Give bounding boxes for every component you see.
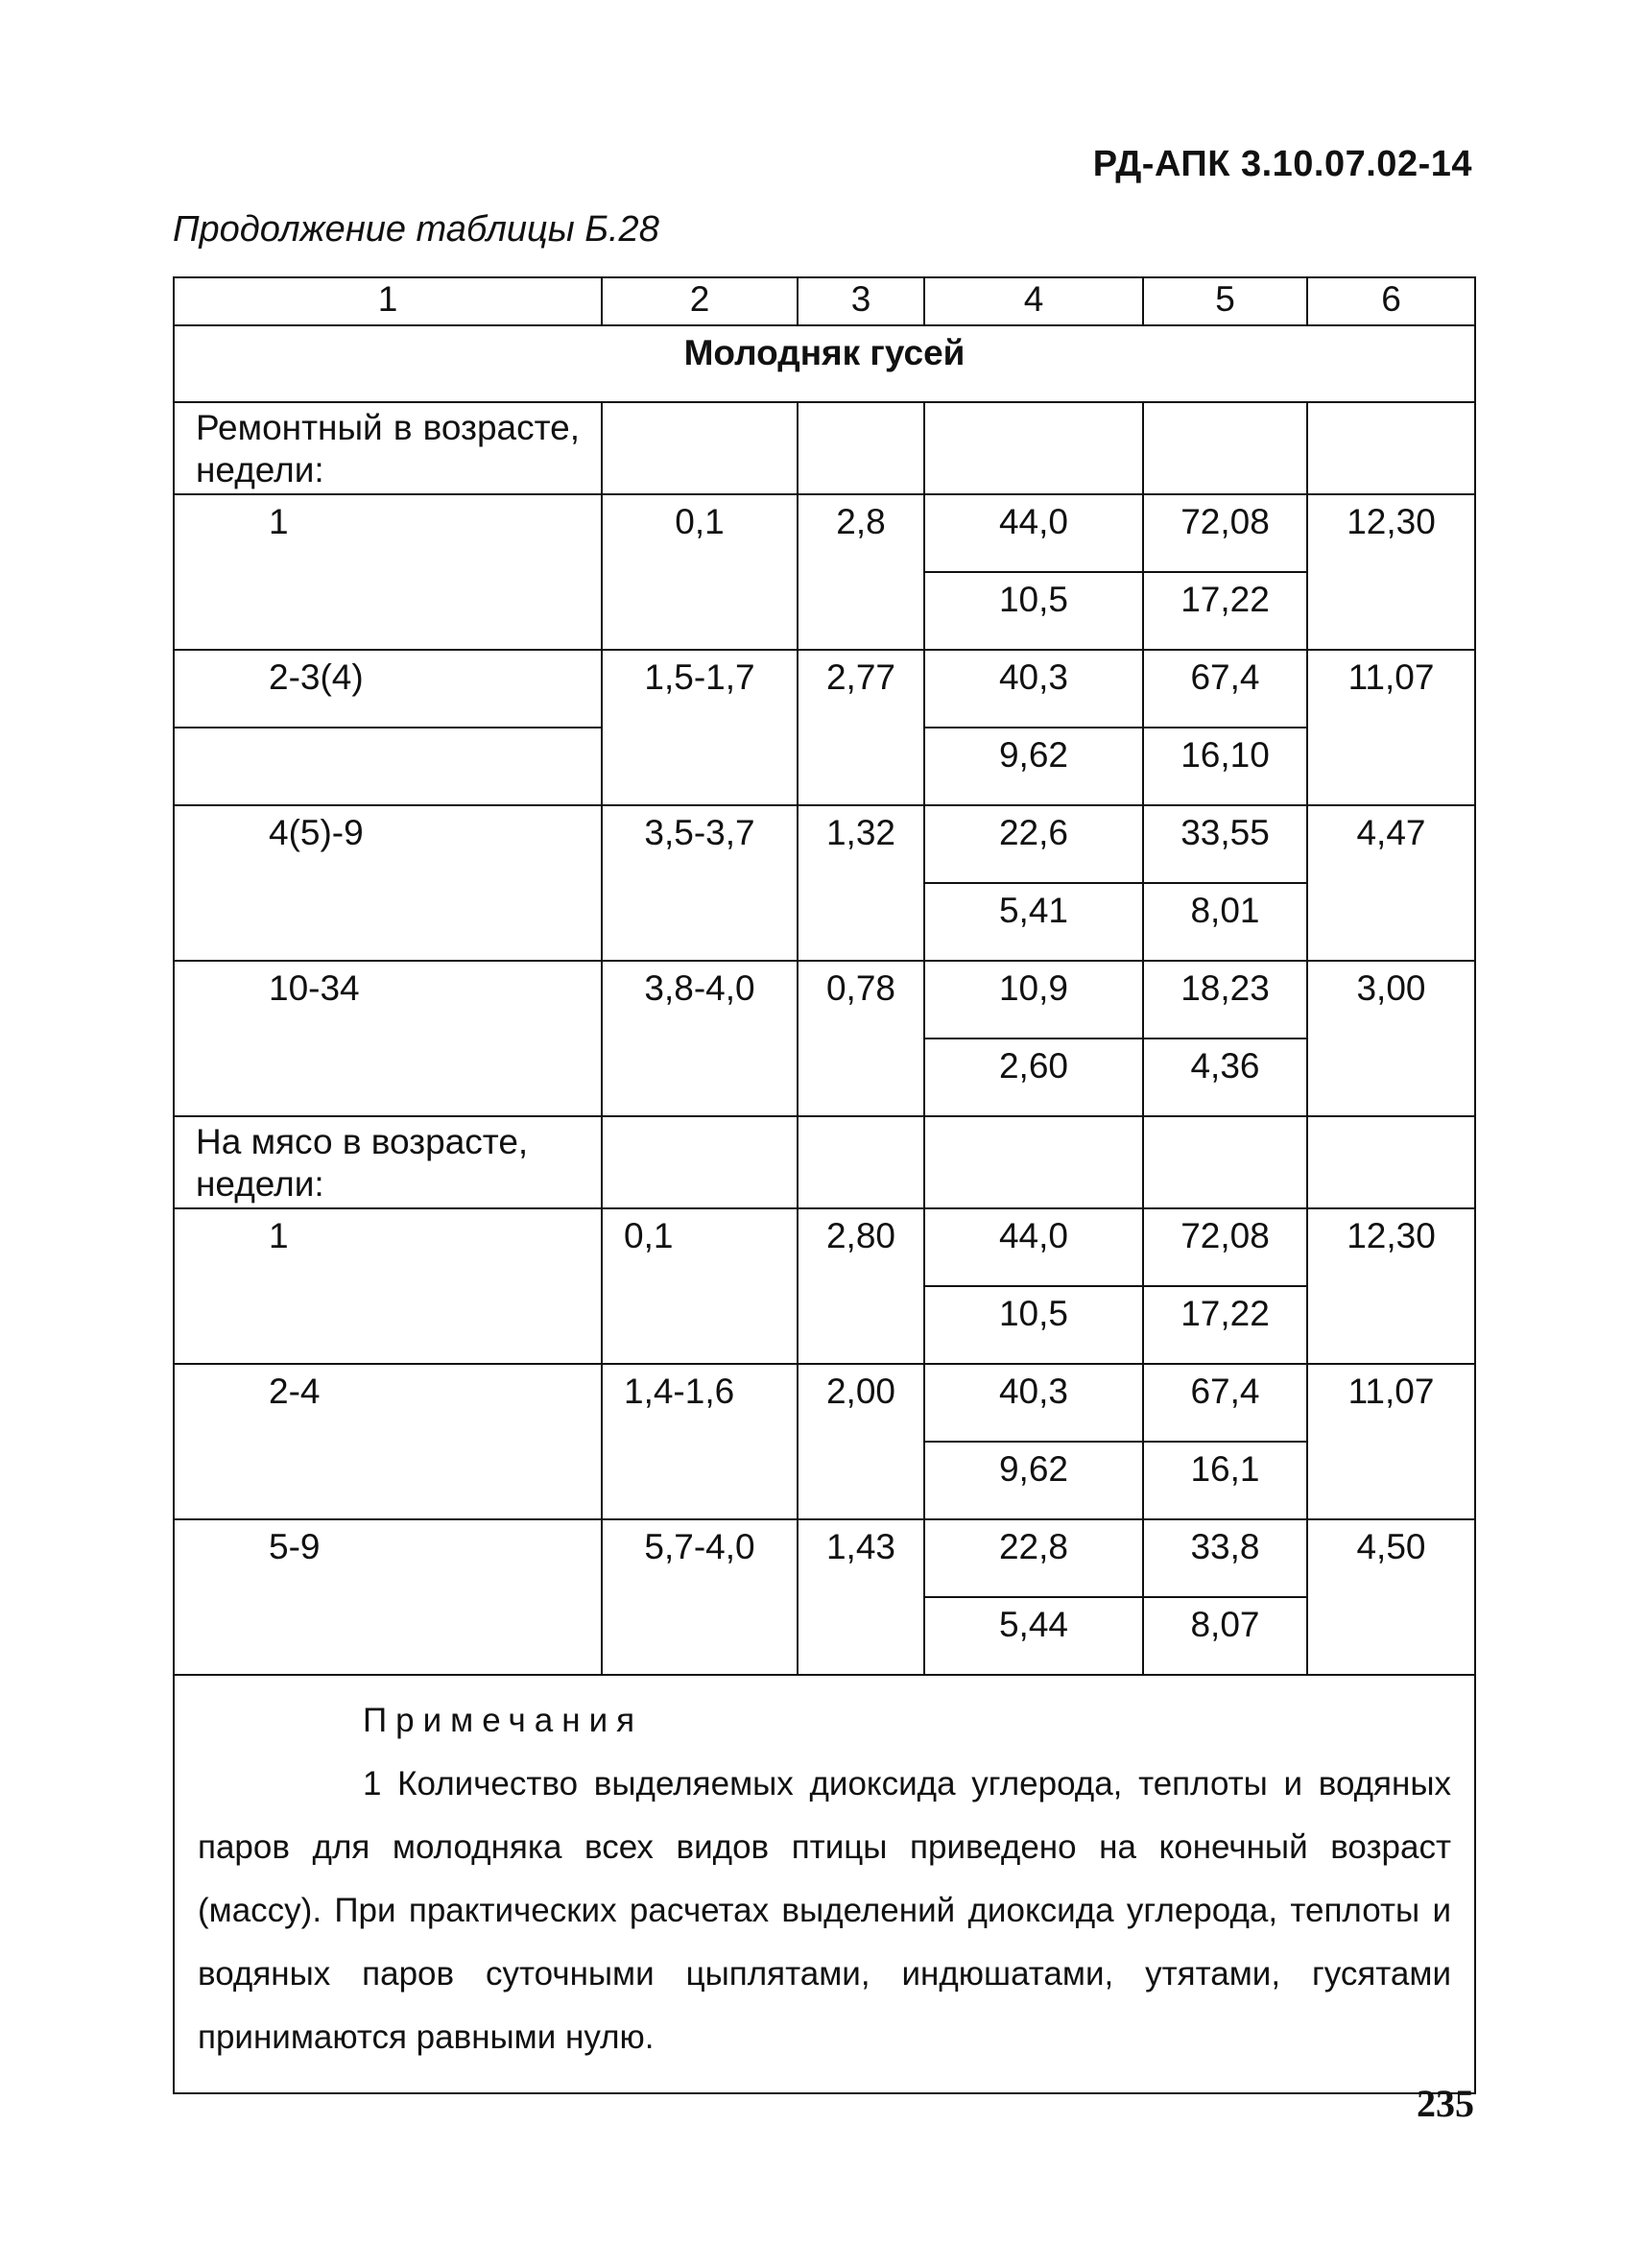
age-cell: 2-3(4) <box>174 650 602 728</box>
group-label: Ремонтный в возрасте, недели: <box>174 402 602 494</box>
value-cell: 67,4 <box>1143 650 1307 728</box>
value-cell: 72,08 <box>1143 1208 1307 1286</box>
value-cell: 5,7-4,0 <box>602 1519 798 1675</box>
value-cell: 40,3 <box>924 1364 1143 1442</box>
value-cell: 1,32 <box>798 805 924 961</box>
value-cell: 10,5 <box>924 572 1143 650</box>
value-cell: 12,30 <box>1307 1208 1475 1364</box>
value-cell: 22,6 <box>924 805 1143 883</box>
empty-cell <box>602 1116 798 1208</box>
value-cell: 9,62 <box>924 728 1143 805</box>
value-cell: 5,41 <box>924 883 1143 961</box>
age-cell: 10-34 <box>174 961 602 1116</box>
age-cell: 4(5)-9 <box>174 805 602 961</box>
value-cell: 11,07 <box>1307 650 1475 805</box>
value-cell: 44,0 <box>924 1208 1143 1286</box>
column-number: 2 <box>602 277 798 325</box>
age-cell: 1 <box>174 494 602 650</box>
value-cell: 1,5-1,7 <box>602 650 798 805</box>
age-cell: 1 <box>174 1208 602 1364</box>
table-row <box>174 1208 1475 1286</box>
group-header-row <box>174 1116 1475 1208</box>
section-title-row <box>174 325 1475 402</box>
value-cell: 33,8 <box>1143 1519 1307 1597</box>
value-cell: 17,22 <box>1143 572 1307 650</box>
value-cell: 2,60 <box>924 1039 1143 1116</box>
data-table <box>173 276 1476 2094</box>
table-caption: Продолжение таблицы Б.28 <box>173 209 659 250</box>
value-cell: 3,00 <box>1307 961 1475 1116</box>
empty-cell <box>602 402 798 494</box>
table-row <box>174 961 1475 1039</box>
value-cell: 4,36 <box>1143 1039 1307 1116</box>
value-cell: 12,30 <box>1307 494 1475 650</box>
column-number: 5 <box>1143 277 1307 325</box>
value-cell: 0,78 <box>798 961 924 1116</box>
notes-text: 1 Количество выделяемых диоксида углерода, теплоты и водяных паров для молодняка всех видов птицы приведено на конечный возраст (массу). При практических расчетах выделений диоксида углерода, теплоты и водяных паров суточными цыплятами, индюшатами, утятами, гусятами принимаются равными нулю. <box>198 1765 1451 2056</box>
value-cell: 18,23 <box>1143 961 1307 1039</box>
notes-cell <box>174 1675 1475 2093</box>
empty-cell <box>1143 402 1307 494</box>
value-cell: 9,62 <box>924 1442 1143 1519</box>
table-row <box>174 650 1475 728</box>
value-cell: 2,00 <box>798 1364 924 1519</box>
group-label: На мясо в возрасте, недели: <box>174 1116 602 1208</box>
value-cell: 16,10 <box>1143 728 1307 805</box>
value-cell: 72,08 <box>1143 494 1307 572</box>
empty-cell <box>798 402 924 494</box>
value-cell: 4,47 <box>1307 805 1475 961</box>
value-cell: 2,80 <box>798 1208 924 1364</box>
section-title: Молодняк гусей <box>174 325 1475 402</box>
empty-cell <box>924 1116 1143 1208</box>
table-row <box>174 494 1475 572</box>
empty-cell <box>924 402 1143 494</box>
notes-title: Примечания <box>363 1702 644 1739</box>
column-number: 1 <box>174 277 602 325</box>
group-header-row <box>174 402 1475 494</box>
value-cell: 1,4-1,6 <box>602 1364 798 1519</box>
table-row <box>174 1364 1475 1442</box>
value-cell: 11,07 <box>1307 1364 1475 1519</box>
empty-cell <box>1307 1116 1475 1208</box>
value-cell: 22,8 <box>924 1519 1143 1597</box>
value-cell: 3,5-3,7 <box>602 805 798 961</box>
value-cell: 2,8 <box>798 494 924 650</box>
value-cell: 1,43 <box>798 1519 924 1675</box>
age-cell: 2-4 <box>174 1364 602 1519</box>
value-cell: 16,1 <box>1143 1442 1307 1519</box>
value-cell: 44,0 <box>924 494 1143 572</box>
value-cell: 5,44 <box>924 1597 1143 1675</box>
value-cell: 8,07 <box>1143 1597 1307 1675</box>
value-cell: 17,22 <box>1143 1286 1307 1364</box>
table-row <box>174 805 1475 883</box>
notes-row <box>174 1675 1475 2093</box>
value-cell: 2,77 <box>798 650 924 805</box>
empty-cell <box>798 1116 924 1208</box>
value-cell: 10,5 <box>924 1286 1143 1364</box>
document-code: РД-АПК 3.10.07.02-14 <box>1092 144 1472 184</box>
value-cell: 8,01 <box>1143 883 1307 961</box>
empty-cell <box>174 728 602 805</box>
page-number: 235 <box>1417 2082 1474 2125</box>
value-cell: 33,55 <box>1143 805 1307 883</box>
age-cell: 5-9 <box>174 1519 602 1675</box>
column-number: 3 <box>798 277 924 325</box>
column-number: 6 <box>1307 277 1475 325</box>
value-cell: 67,4 <box>1143 1364 1307 1442</box>
value-cell: 3,8-4,0 <box>602 961 798 1116</box>
value-cell: 4,50 <box>1307 1519 1475 1675</box>
value-cell: 10,9 <box>924 961 1143 1039</box>
value-cell: 40,3 <box>924 650 1143 728</box>
column-number: 4 <box>924 277 1143 325</box>
value-cell: 0,1 <box>602 494 798 650</box>
column-number-row <box>174 277 1475 325</box>
empty-cell <box>1307 402 1475 494</box>
empty-cell <box>1143 1116 1307 1208</box>
table-row <box>174 1519 1475 1597</box>
value-cell: 0,1 <box>602 1208 798 1364</box>
